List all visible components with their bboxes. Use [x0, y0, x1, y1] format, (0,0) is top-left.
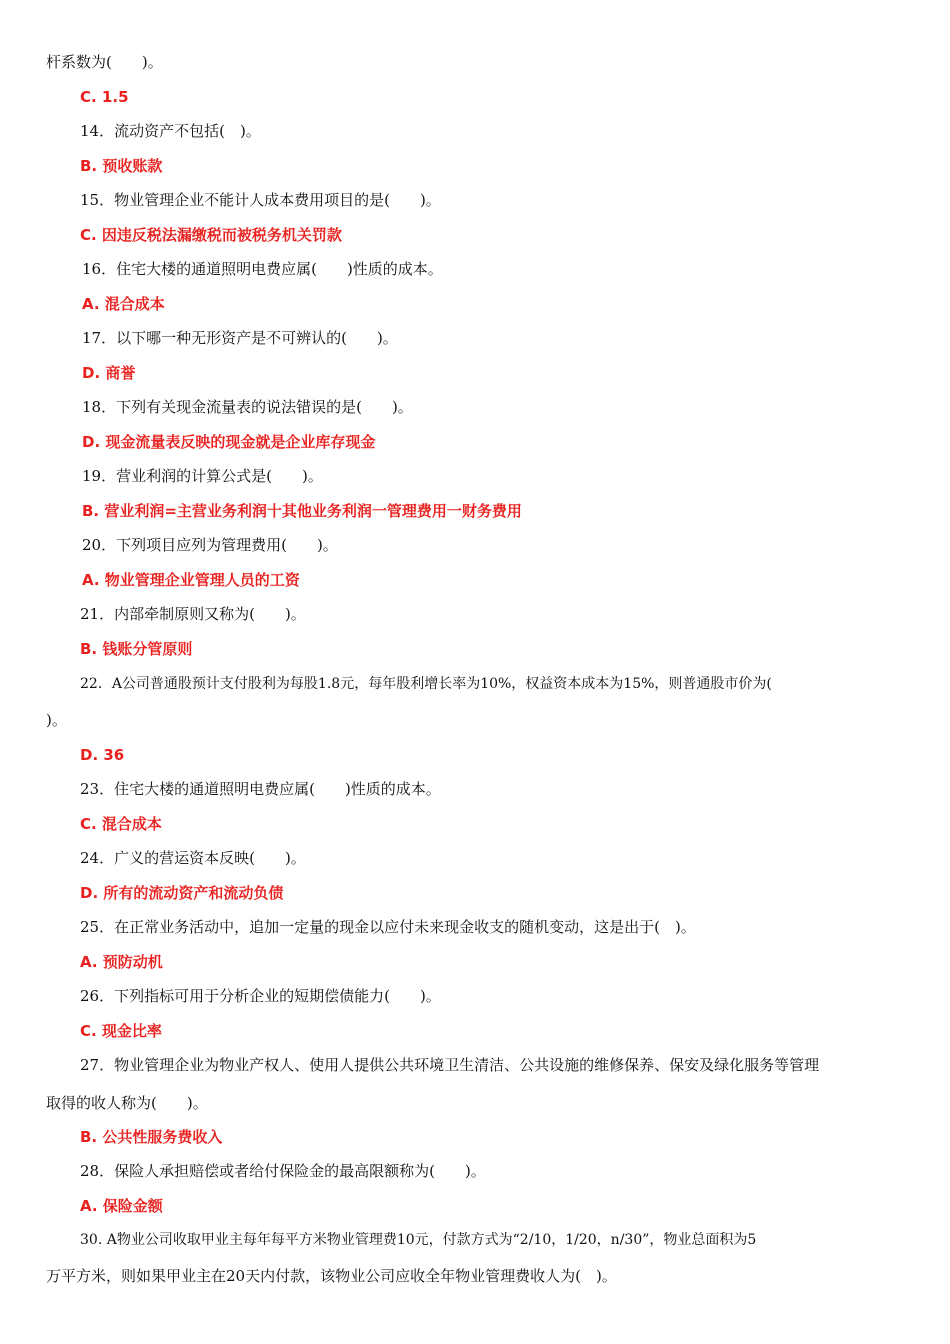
question-28: 28．保险人承担赔偿或者给付保险金的最高限额称为( )。 [80, 1162, 486, 1180]
answer-16: A. 混合成本 [82, 295, 165, 313]
answer-25: A. 预防动机 [80, 953, 163, 971]
answer-24: D. 所有的流动资产和流动负债 [80, 884, 284, 902]
answer-17: D. 商誉 [82, 364, 136, 382]
question-18: 18．下列有关现金流量表的说法错误的是( )。 [82, 398, 413, 416]
question-21: 21．内部牵制原则又称为( )。 [80, 605, 306, 623]
answer-13: C. 1.5 [80, 88, 129, 106]
question-26: 26．下列指标可用于分析企业的短期偿债能力( )。 [80, 987, 441, 1005]
question-22: 22．A公司普通股预计支付股利为每股1.8元，每年股利增长率为10%，权益资本成本为15%，则普通股市价为( [80, 676, 772, 692]
answer-26: C. 现金比率 [80, 1022, 162, 1040]
question-15: 15．物业管理企业不能计人成本费用项目的是( )。 [80, 191, 441, 209]
question-20: 20．下列项目应列为管理费用( )。 [82, 536, 338, 554]
question-30-continuation: 万平方米，则如果甲业主在20天内付款，该物业公司应收全年物业管理费收人为( )。 [46, 1267, 617, 1285]
question-27-continuation: 取得的收人称为( )。 [46, 1094, 208, 1112]
answer-21: B. 钱账分管原则 [80, 640, 193, 658]
answer-19: B. 营业利润=主营业务利润十其他业务利润一管理费用一财务费用 [82, 502, 522, 520]
question-16: 16．住宅大楼的通道照明电费应属( )性质的成本。 [82, 260, 443, 278]
question-17: 17．以下哪一种无形资产是不可辨认的( )。 [82, 329, 398, 347]
question-14: 14．流动资产不包括( )。 [80, 122, 261, 140]
question-22-continuation: )。 [46, 711, 67, 729]
question-19: 19．营业利润的计算公式是( )。 [82, 467, 323, 485]
answer-14: B. 预收账款 [80, 157, 163, 175]
question-25: 25．在正常业务活动中，追加一定量的现金以应付未来现金收支的随机变动，这是出于( )。 [80, 918, 696, 936]
answer-28: A. 保险金额 [80, 1197, 163, 1215]
question-24: 24．广义的营运资本反映( )。 [80, 849, 306, 867]
answer-27: B. 公共性服务费收入 [80, 1128, 223, 1146]
question-23: 23．住宅大楼的通道照明电费应属( )性质的成本。 [80, 780, 441, 798]
answer-20: A. 物业管理企业管理人员的工资 [82, 571, 300, 589]
question-27: 27．物业管理企业为物业产权人、使用人提供公共环境卫生清洁、公共设施的维修保养、保安及绿化服务等管理 [80, 1056, 820, 1074]
question-30: 30. A物业公司收取甲业主每年每平方米物业管理费10元，付款方式为“2/10，1/20，n/30”，物业总面积为5 [80, 1232, 757, 1248]
question-13-continuation: 杆系数为( )。 [46, 53, 163, 71]
answer-23: C. 混合成本 [80, 815, 162, 833]
answer-18: D. 现金流量表反映的现金就是企业库存现金 [82, 433, 376, 451]
answer-15: C. 因违反税法漏缴税而被税务机关罚款 [80, 226, 342, 244]
answer-22: D. 36 [80, 746, 125, 764]
